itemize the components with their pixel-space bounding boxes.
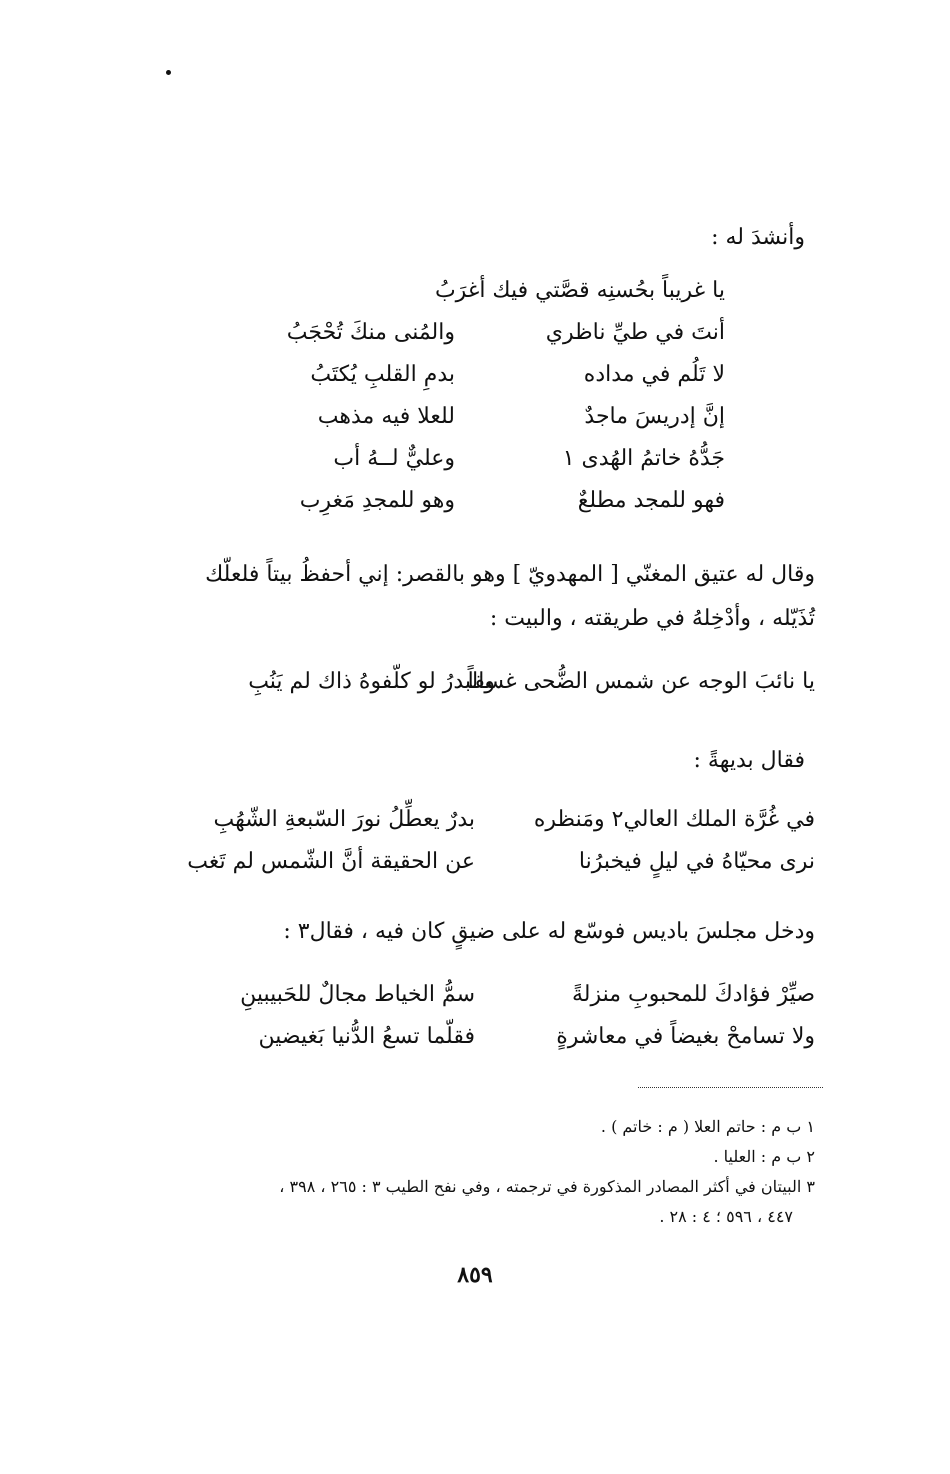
hemistich: يا غريباً بحُسنِه قصَّتي فيك أغرَبُ [434, 278, 725, 303]
poem-2-verse [155, 842, 815, 884]
poem-3 [155, 975, 815, 1059]
quoted-verse-row [195, 662, 815, 704]
quoted-verse [195, 662, 815, 704]
footnotes [150, 1112, 815, 1232]
hemistich: بدمِ القلبِ يُكتَبُ [310, 362, 455, 387]
hemistich: والمُنى منكَ تُحْجَبُ [286, 320, 455, 345]
poem-3-verse [155, 975, 815, 1017]
prose-paragraph-1: وقال له عتيق المغنّي [ المهدويّ ] وهو بالقصر: إني أحفظُ بيتاً فلعلّك تُذَيّله ، وأدْخِلهُ في طريقته ، والبيت : [205, 562, 815, 631]
ink-dot [166, 70, 171, 75]
prose-paragraph-2: ودخل مجلسَ باديس فوسّع له على ضيقٍ كان فيه ، فقال٣ : [283, 919, 815, 944]
footnote-1: ١ ب م : حاتم العلا ( م : خاتم ) . [600, 1117, 815, 1136]
hemistich: والبدرُ لو كلّفوهُ ذاك لم يَنُبِ [248, 669, 495, 694]
hemistich: نرى محيّاهُ في ليلٍ فيخبرُنا [578, 849, 815, 874]
hemistich: إنَّ إدريسَ ماجدٌ [584, 404, 725, 429]
poem-1-verse [205, 480, 725, 522]
hemistich: للعلا فيه مذهب [317, 404, 455, 429]
poem-2-verse [155, 800, 815, 842]
page-number: ٨٥٩ [457, 1262, 493, 1288]
poem-2 [155, 800, 815, 884]
hemistich: ولا تسامحْ بغيضاً في معاشرةٍ [556, 1024, 815, 1049]
hemistich: لا تَلُم في مداده [583, 362, 725, 387]
poem-1-verse [205, 270, 725, 312]
hemistich: صيِّرْ فؤادكَ للمحبوبِ منزلةً [571, 982, 815, 1007]
footnote-3: ٣ البيتان في أكثر المصادر المذكورة في ترجمته ، وفي نفح الطيب ٣ : ٢٦٥ ، ٣٩٨ ، [279, 1177, 815, 1196]
hemistich: أنتَ في طيِّ ناظري [545, 320, 725, 345]
hemistich: سمُّ الخياط مجالٌ للحَبيبينِ [240, 982, 475, 1007]
poem-1-verse [205, 354, 725, 396]
poem-1 [205, 270, 725, 522]
poem-1-verse [205, 396, 725, 438]
hemistich: في غُرَّة الملك العالي٢ ومَنظره [533, 807, 815, 832]
hemistich: فقلّما تسعُ الدُّنيا بَغيضين [258, 1024, 475, 1049]
intro-line-1: وأنشدَ له : [711, 225, 805, 250]
poem-1-verse [205, 438, 725, 480]
poem-1-verse [205, 312, 725, 354]
hemistich: يا نائبَ الوجه عن شمس الضُّحى غسقاً [467, 669, 815, 694]
footnote-divider [638, 1087, 823, 1088]
intro-line-2: فقال بديهةً : [693, 748, 805, 773]
hemistich: وعليٌّ لــهُ أب [333, 446, 455, 471]
footnote-2: ٢ ب م : العليا . [713, 1147, 815, 1166]
hemistich: فهو للمجد مطلعٌ [577, 488, 725, 513]
hemistich: بدرٌ يعطِّلُ نورَ السّبعةِ الشّهُبِ [213, 807, 475, 832]
footnote-3-continued: ٤٤٧ ، ٥٩٦ ؛ ٤ : ٢٨ . [659, 1207, 793, 1226]
hemistich: عن الحقيقة أنَّ الشّمس لم تَغب [187, 849, 475, 874]
poem-3-verse [155, 1017, 815, 1059]
hemistich: جَدُّهُ خاتمُ الهُدى ١ [562, 446, 725, 471]
hemistich: وهو للمجدِ مَغرِب [299, 488, 455, 513]
